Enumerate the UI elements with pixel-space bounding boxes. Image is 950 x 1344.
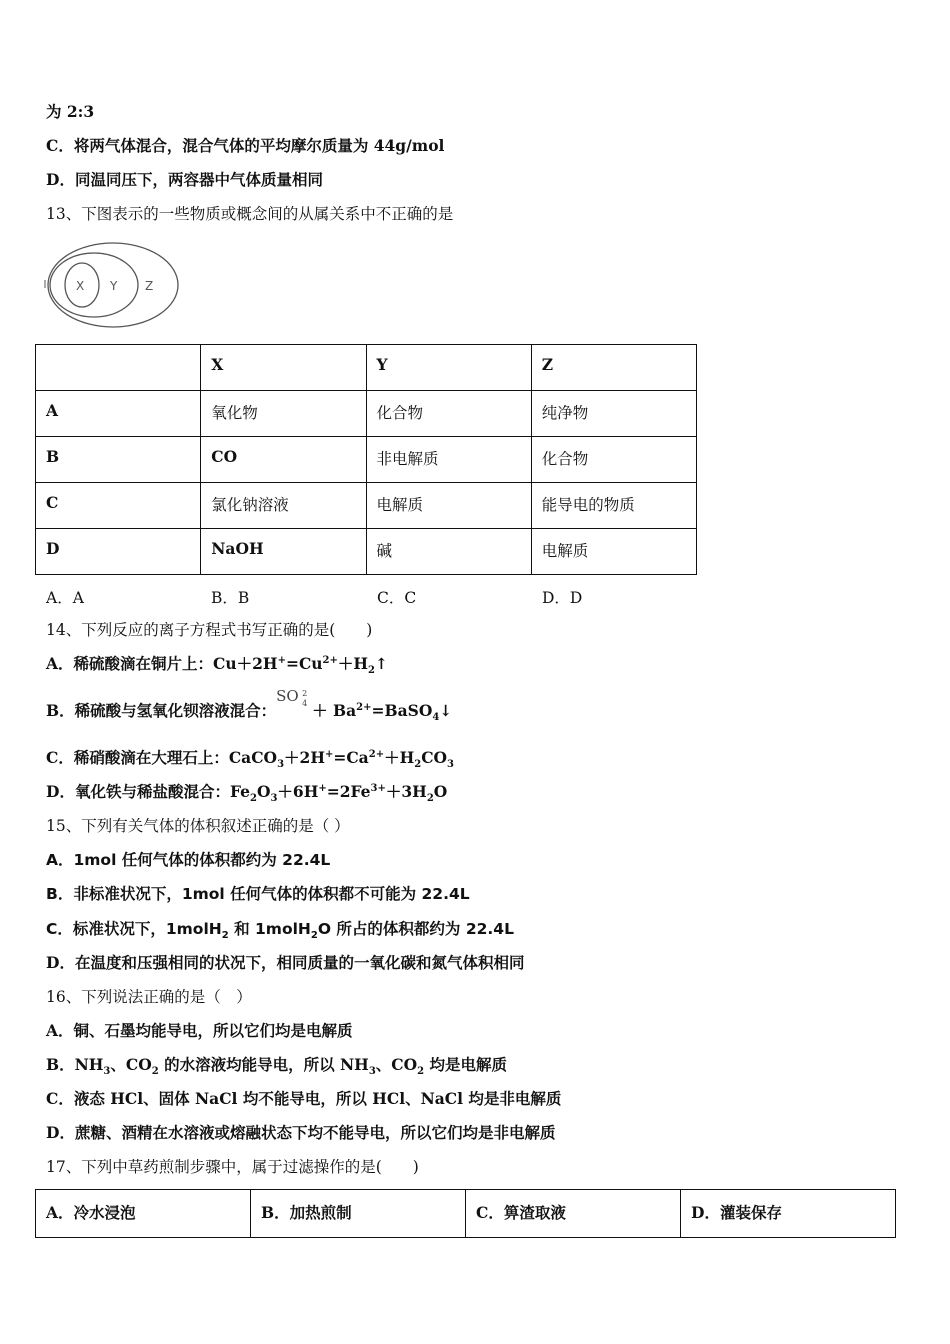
venn-diagram (42, 240, 182, 332)
q14-option-c: C．稀硝酸滴在大理石上：$CaCO_3+2H^+=Ca^{2+}+H_2CO_3$ (46, 748, 455, 771)
table-cell: B．加热煎制 (251, 1190, 466, 1238)
label-z: Z (145, 279, 154, 293)
q14-option-b: B．稀硫酸与氢氧化钡溶液混合： SO 2 4 ＋ $Ba^{2+}=BaSO_4↓$ (46, 687, 453, 724)
table-cell: 氧化物 (201, 391, 366, 437)
table-cell: A (36, 391, 201, 437)
label-x: X (76, 279, 85, 293)
q14-option-a: A．稀硫酸滴在铜片上：$Cu+2H^+=Cu^{2+}+H_2↑$ (46, 654, 389, 677)
table-cell: D (36, 529, 201, 575)
question-15: 15、下列有关气体的体积叙述正确的是（ ） (46, 817, 350, 835)
table-cell: 纯净物 (531, 391, 696, 437)
option-d-prev: D．同温同压下，两容器中气体质量相同 (46, 170, 323, 189)
option-a: A．A (46, 589, 84, 607)
table-cell: 氯化钠溶液 (201, 483, 366, 529)
table-cell: 化合物 (366, 391, 531, 437)
table-13 (35, 344, 697, 575)
q15-option-b: B．非标准状况下，1mol 任何气体的体积都不可能为 22.4L (46, 885, 470, 903)
table-cell: NaOH (201, 529, 366, 575)
q16-option-d: D．蔗糖、酒精在水溶液或熔融状态下均不能导电，所以它们均是非电解质 (46, 1123, 556, 1142)
table-cell: Y (366, 345, 531, 391)
q15-option-d: D．在温度和压强相同的状况下，相同质量的一氧化碳和氮气体积相同 (46, 953, 525, 972)
table-cell: A．冷水浸泡 (36, 1190, 251, 1238)
sulfate-formula: SO 2 4 (276, 687, 308, 708)
table-row (36, 529, 697, 575)
option-c: C．C (377, 589, 417, 607)
table-cell: 碱 (366, 529, 531, 575)
label-y: Y (110, 279, 118, 293)
table-cell: B (36, 437, 201, 483)
table-row (36, 437, 697, 483)
q16-option-a: A．铜、石墨均能导电，所以它们均是电解质 (46, 1021, 353, 1040)
table-cell: 非电解质 (366, 437, 531, 483)
continued-text: 为 2:3 (46, 102, 95, 121)
table-cell: C (36, 483, 201, 529)
question-13: 13、下图表示的一些物质或概念间的从属关系中不正确的是 (46, 205, 454, 223)
q14-option-d: D．氧化铁与稀盐酸混合：$Fe_2O_3+6H^+=2Fe^{3+}+3H_2O$ (46, 782, 448, 805)
options-13 (46, 586, 708, 606)
table-row (36, 345, 697, 391)
q16-option-b: B．$NH_3$、$CO_2$ 的水溶液均能导电，所以 $NH_3$、$CO_2$ 均是电解质 (46, 1055, 507, 1078)
table-cell: D．灌装保存 (681, 1190, 896, 1238)
table-row (36, 391, 697, 437)
table-cell: X (201, 345, 366, 391)
table-cell: 化合物 (531, 437, 696, 483)
table-row (36, 483, 697, 529)
table-cell: CO (201, 437, 366, 483)
table-cell: 电解质 (366, 483, 531, 529)
question-17: 17、下列中草药煎制步骤中，属于过滤操作的是( ) (46, 1158, 419, 1176)
option-d: D．D (542, 589, 583, 607)
table-cell: Z (531, 345, 696, 391)
q15-option-a: A．1mol 任何气体的体积都约为 22.4L (46, 851, 331, 869)
table-17 (35, 1189, 896, 1238)
table-cell: C．箅渣取液 (466, 1190, 681, 1238)
table-cell (36, 345, 201, 391)
table-cell: 电解质 (531, 529, 696, 575)
option-b: B．B (211, 589, 250, 607)
y-ellipse (50, 253, 138, 317)
table-cell: 能导电的物质 (531, 483, 696, 529)
option-c-prev: C．将两气体混合，混合气体的平均摩尔质量为 44g/mol (46, 136, 445, 155)
table-row (36, 1190, 896, 1238)
q16-option-c: C．液态 HCl、固体 NaCl 均不能导电，所以 HCl、NaCl 均是非电解质 (46, 1089, 562, 1108)
q15-option-c: C．标准状况下，1molH$_2$ 和 1molH$_2$O 所占的体积都约为 22.4L (46, 920, 514, 942)
question-16: 16、下列说法正确的是（ ） (46, 988, 252, 1006)
question-14: 14、下列反应的离子方程式书写正确的是( ) (46, 621, 373, 639)
